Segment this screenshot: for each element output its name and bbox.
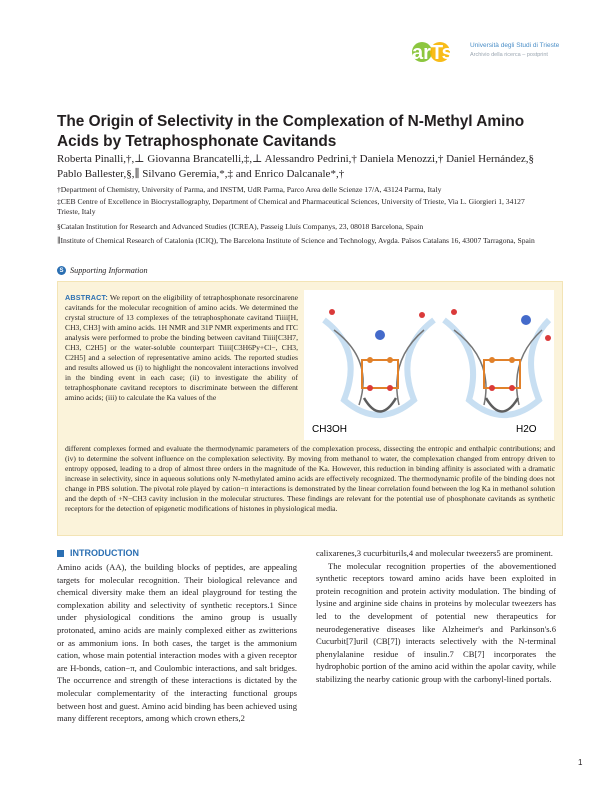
abstract-body-1: We report on the eligibility of tetraphosphonate resorcinarene cavitands for the molecular recognition of amino acids. We determined the crystal structure of 13 complexes of the tetraphosphonate cavitand Tiiii[H, CH3, CH3] with amino acids. 1H NMR and 31P NMR experiments and ITC analysis were performed to probe the binding between cavitand Tiiii[C3H7, CH3, C2H5] or the water-soluble counterpart Tiiii[C3H6Py+Cl−, CH3, C2H5] and a selection of representative amino acids. The reported studies and results allowed us (i) to highlight the noncovalent interactions involved in the binding event in each case; (ii) to investigate the ability of tetraphosphonate cavitand receptors to discriminate between the different amino acids; (iii) to calculate the Ka values of the [65, 293, 299, 403]
molecular-structure-image [304, 290, 554, 440]
logo-line-2: Archivio della ricerca – postprint [470, 52, 548, 58]
authors-line-2: Pablo Ballester,§,∥ Silvano Geremia,*,‡ and Enrico Dalcanale*,† [57, 167, 345, 180]
abstract-label: ABSTRACT: [65, 293, 108, 302]
section-square-icon [57, 550, 64, 557]
introduction-heading-label: INTRODUCTION [70, 548, 139, 558]
cavitand-methanol-icon [324, 309, 434, 415]
intro-right-para-2: The molecular recognition properties of the abovementioned synthetic receptors toward amino acids have been exploited in protein recognition and protein activity modulation. The binding of lysine and arginine side chains in proteins by molecular tweezers has led to the development of potential new therapeutics for neurodegenerative diseases like Alzheimer's and Parkinson's.6 Cucurbit[7]uril (CB[7]) interacts selectively with the N-terminal phenylalanine residue of insulin.7 CB[7] incorporates the hydrophobic portion of the amino acid within the apolar cavity, while stabilizing the nearby cationic group with the carbonyl-lined portals. [316, 560, 556, 684]
toc-label-water: H2O [516, 424, 537, 435]
authors-line-1: Roberta Pinalli,†,⊥ Giovanna Brancatelli,‡,⊥ Alessandro Pedrini,† Daniela Menozzi,† Daniel Hernández,§ [57, 153, 535, 165]
abstract-text-part1 [65, 293, 298, 404]
intro-right-column [316, 547, 556, 686]
abstract-text-part2: different complexes formed and evaluate the thermodynamic parameters of the complexation process, dissecting the entropic and enthalpic contributions; and (iv) to determine the solvent influence on the complexation selectivity. By moving from methanol to water, the complexation changed from entropy driven to entropy opposed, leading to a drop of almost three orders in the magnitude of the Ka. However, this reduction in binding affinity is associated with a dramatic increase in selectivity, since in aqueous solutions only N-methylated amino acids are effectively recognized. The thermodynamic profile of the binding does not change in PBS solution. The pivotal role played by cation−π interactions is demonstrated by the linear correlation found between the log Ka in methanol solution and the depth of +N−CH3 cavity inclusion in the molecular structures. These findings are relevant for the potential use of phosphonate cavitands as synthetic receptors for the detection of epigenetic modifications of histones in physiological media. [65, 444, 555, 514]
cavitand-water-icon [444, 309, 551, 415]
affiliation-4: ∥Institute of Chemical Research of Catalonia (ICIQ), The Barcelona Institute of Science and Technology, Avgda. Països Catalans 16, 43007 Tarragona, Spain [57, 236, 535, 245]
toc-graphic [304, 290, 554, 440]
institution-logo [408, 30, 588, 74]
logo-line-1: Università degli Studi di Trieste [470, 42, 560, 49]
supporting-info-icon: S [57, 266, 66, 275]
affiliation-3: §Catalan Institution for Research and Advanced Studies (ICREA), Passeig Lluís Companys, 23, 08018 Barcelona, Spain [57, 222, 424, 231]
supporting-info-link[interactable] [57, 266, 148, 275]
intro-right-para-1: calixarenes,3 cucurbiturils,4 and molecular tweezers5 are prominent. [316, 548, 553, 558]
article-title: The Origin of Selectivity in the Complexation of N-Methyl Amino Acids by Tetraphosphonate Cavitands [57, 113, 525, 150]
intro-left-column: Amino acids (AA), the building blocks of peptides, are appealing targets for molecular recognition. Their biological relevance and chemical diversity make them an ideal playground for testing the complexation ability and selectivity of synthetic receptors.1 Since under physiological conditions the amino group is usually protonated, amino acids are mainly complexed either as zwitterions or as ammonium ions. In both cases, the target is the ammonium cation, whose main potential interaction modes with a given receptor are H-bonds, cation−π, and Coulombic interactions, and salt bridges. The occurrence and strength of these interactions is dictated by the molecular complementarity of the interacting functional groups between host and guest. Amino acid binding has been achieved using many different receptors, among which crown ethers,2 [57, 562, 297, 724]
svg-text:arTs: arTs [412, 42, 453, 64]
supporting-info-label: Supporting Information [70, 266, 148, 275]
author-list [57, 152, 557, 181]
page-number: 1 [578, 758, 583, 767]
affiliation-1: †Department of Chemistry, University of Parma, and INSTM, UdR Parma, Parco Area delle Scienze 17/A, 43124 Parma, Italy [57, 185, 442, 194]
toc-label-methanol: CH3OH [312, 424, 348, 435]
affiliation-2: ‡CEB Centre of Excellence in Biocrystallography, Department of Chemical and Pharmaceutical Sciences, University of Trieste, Via L. Giorgieri 1, 34127 Trieste, Italy [57, 197, 525, 217]
introduction-heading [57, 548, 139, 558]
